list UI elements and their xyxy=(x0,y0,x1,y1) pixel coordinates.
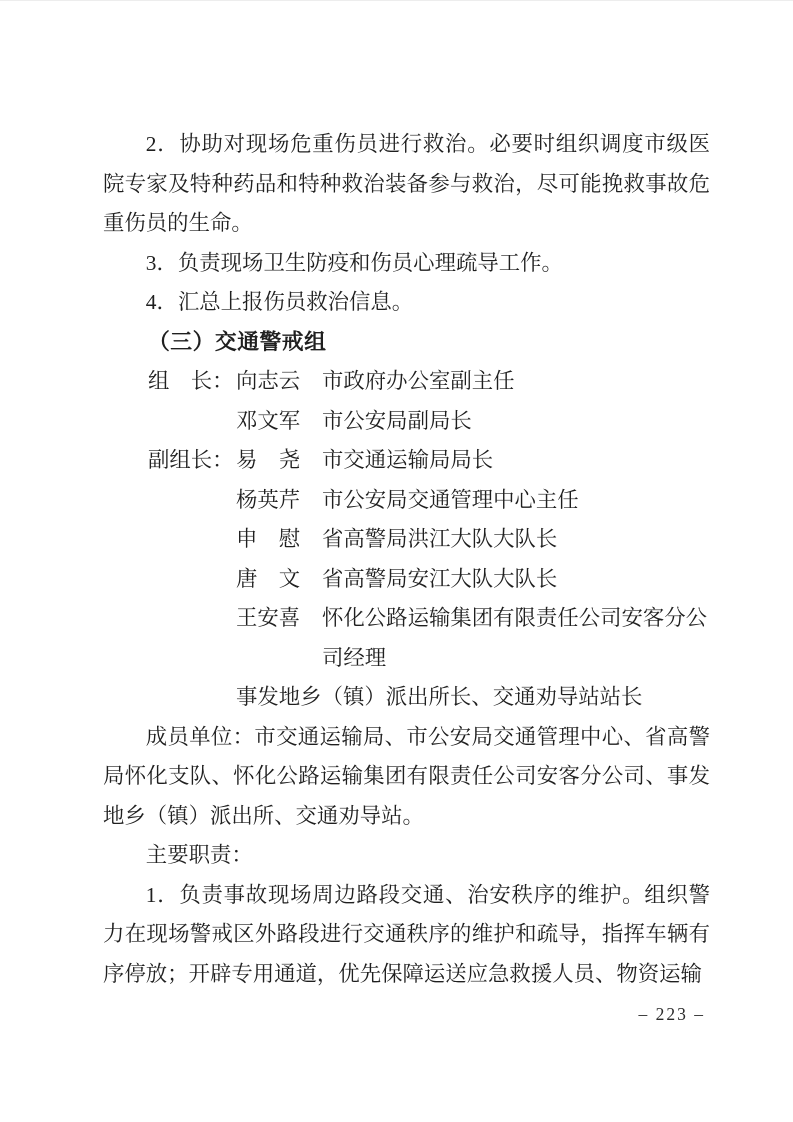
paragraph-member-units: 成员单位：市交通运输局、市公安局交通管理中心、省高警局怀化支队、怀化公路运输集团有限责任公司安客分公司、事发地乡（镇）派出所、交通劝导站。 xyxy=(103,724,710,828)
roster xyxy=(103,362,710,718)
paragraph-medical-assist: 2．协助对现场危重伤员进行救治。必要时组织调度市级医院专家及特种药品和特种救治装备参与救治，尽可能挽救事故危重伤员的生命。 xyxy=(103,132,710,235)
roster-person-title: 省高警局洪江大队大队长 xyxy=(322,527,558,551)
roster-row-leader xyxy=(148,362,710,402)
roster-row-deputy-4 xyxy=(148,560,710,600)
roster-person-title: 市政府办公室副主任 xyxy=(322,369,515,393)
document-body xyxy=(103,125,710,994)
paragraph-epidemic-counseling: 3．负责现场卫生防疫和伤员心理疏导工作。 xyxy=(145,250,563,275)
roster-person-title: 怀化公路运输集团有限责任公司安客分公司经理 xyxy=(322,606,708,670)
roster-row-deputy-1 xyxy=(148,441,710,481)
roster-role-label: 组 长： xyxy=(148,369,234,393)
roster-person-name: 唐 文 xyxy=(236,566,301,591)
duties-label: 主要职责： xyxy=(145,843,253,867)
roster-person-title: 省高警局安江大队大队长 xyxy=(322,566,558,591)
roster-row-leader-2 xyxy=(148,402,710,442)
roster-person-name: 杨英芹 xyxy=(236,487,301,512)
roster-person-name: 王安喜 xyxy=(236,606,301,630)
roster-row-deputy-2 xyxy=(148,481,710,521)
roster-person-name: 易 尧 xyxy=(236,448,301,472)
paragraph-report-info: 4．汇总上报伤员救治信息。 xyxy=(145,290,414,314)
roster-person-title: 市交通运输局局长 xyxy=(322,448,494,472)
roster-person-name: 邓文军 xyxy=(236,408,301,433)
roster-person-title: 市公安局交通管理中心主任 xyxy=(322,487,579,512)
roster-person-name: 申 慰 xyxy=(236,527,301,551)
roster-row-deputy-3 xyxy=(148,520,710,560)
paragraph-duty-1: 1．负责事故现场周边路段交通、治安秩序的维护。组织警力在现场警戒区外路段进行交通秩序的维护和疏导，指挥车辆有序停放；开辟专用通道，优先保障运送应急救援人员、物资运输 xyxy=(103,882,710,986)
roster-role-label: 副组长： xyxy=(148,448,234,472)
section-heading-traffic-control-group: （三）交通警戒组 xyxy=(148,329,327,354)
roster-extra-members-line: 事发地乡（镇）派出所长、交通劝导站站长 xyxy=(236,685,643,709)
roster-person-name: 向志云 xyxy=(236,369,301,393)
page-number: – 223 – xyxy=(638,1004,705,1024)
roster-person-title: 市公安局副局长 xyxy=(322,408,472,433)
roster-row-deputy-5 xyxy=(148,599,710,678)
